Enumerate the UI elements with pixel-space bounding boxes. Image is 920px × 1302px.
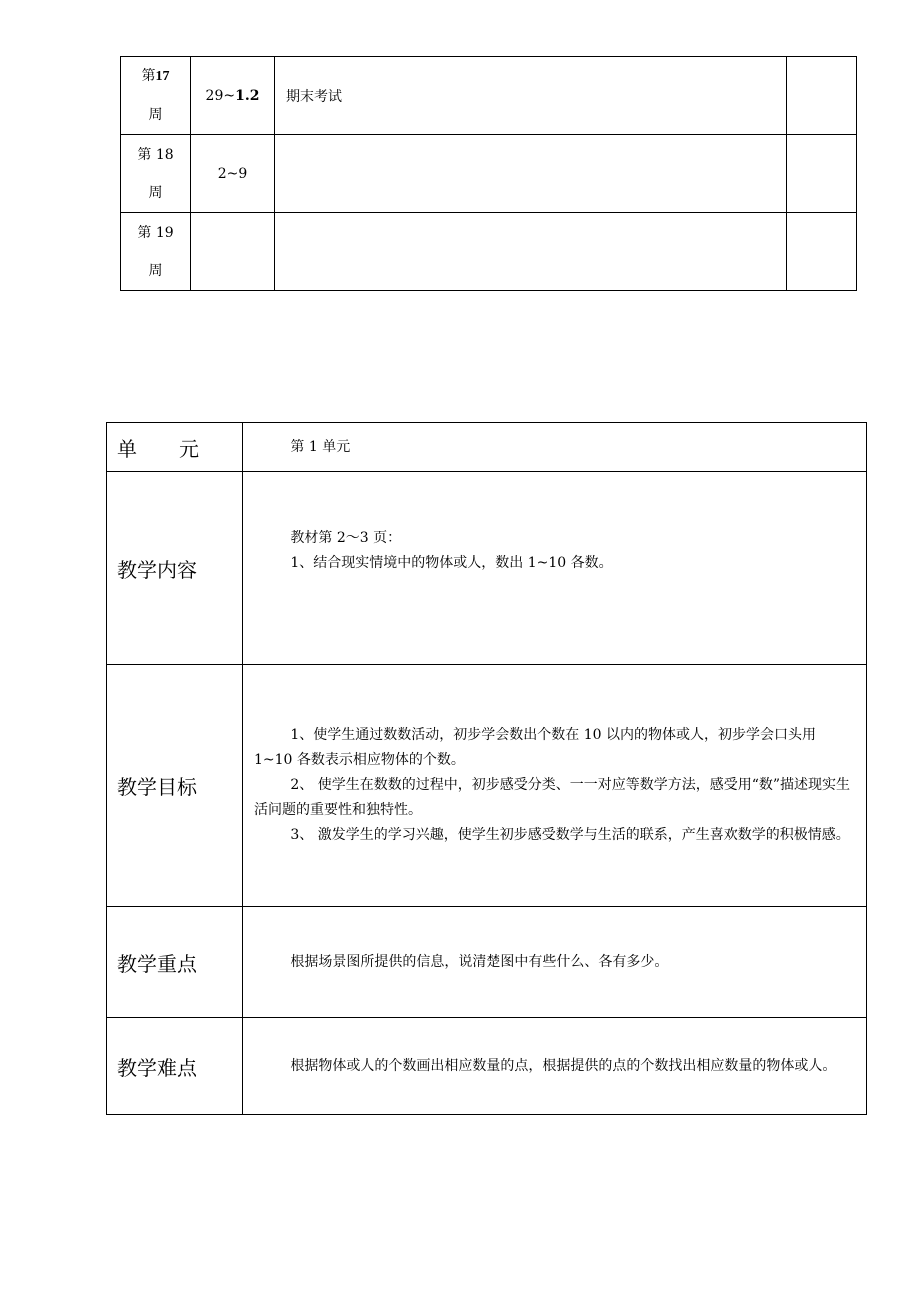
week-suffix: 周 bbox=[148, 262, 163, 279]
date-cell bbox=[191, 57, 275, 135]
schedule-row-week-19 bbox=[121, 213, 857, 291]
unit-value: 第 1 单元 bbox=[243, 423, 867, 472]
goal-paragraph: 3、 激发学生的学习兴趣，使学生初步感受数学与生活的联系，产生喜欢数学的积极情感。 bbox=[290, 827, 850, 843]
content-cell bbox=[275, 213, 787, 291]
content-cell bbox=[275, 135, 787, 213]
unit-label-char-1: 单 bbox=[117, 436, 137, 461]
goals-row bbox=[107, 665, 867, 907]
goal-paragraph: 1、使学生通过数数活动，初步学会数出个数在 10 以内的物体或人，初步学会口头用 1~10 各数表示相应物体的个数。 bbox=[254, 727, 817, 768]
week-number: 19 bbox=[155, 224, 174, 241]
goals-value bbox=[243, 665, 867, 907]
key-points-text: 根据场景图所提供的信息，说清楚图中有些什么、各有多少。 bbox=[290, 953, 669, 970]
key-points-row bbox=[107, 907, 867, 1018]
key-points-value bbox=[243, 907, 867, 1018]
content-line: 教材第 2～3 页： bbox=[290, 530, 402, 546]
goal-paragraph: 2、 使学生在数数的过程中，初步感受分类、一一对应等数学方法，感受用“数”描述现实生活问题的重要性和独特性。 bbox=[254, 777, 851, 818]
week-prefix: 第 bbox=[137, 146, 152, 163]
date-range-end: 1.2 bbox=[235, 87, 260, 104]
week-prefix: 第 bbox=[141, 68, 156, 84]
unit-label-char-2: 元 bbox=[179, 436, 199, 461]
week-number: 17 bbox=[155, 69, 170, 84]
content-row bbox=[107, 472, 867, 665]
key-points-label: 教学重点 bbox=[107, 907, 243, 1018]
schedule-table bbox=[120, 56, 857, 291]
goals-label: 教学目标 bbox=[107, 665, 243, 907]
note-cell bbox=[787, 57, 857, 135]
difficulties-row bbox=[107, 1018, 867, 1115]
week-suffix: 周 bbox=[148, 107, 163, 123]
note-cell bbox=[787, 213, 857, 291]
week-cell bbox=[121, 135, 191, 213]
content-cell: 期末考试 bbox=[275, 57, 787, 135]
content-label: 教学内容 bbox=[107, 472, 243, 665]
week-suffix: 周 bbox=[148, 184, 163, 201]
content-value bbox=[243, 472, 867, 665]
lesson-plan-table bbox=[106, 422, 867, 1115]
unit-label bbox=[107, 423, 243, 472]
week-cell bbox=[121, 57, 191, 135]
schedule-row-week-17 bbox=[121, 57, 857, 135]
difficulties-label: 教学难点 bbox=[107, 1018, 243, 1115]
date-cell: 2~9 bbox=[191, 135, 275, 213]
date-cell bbox=[191, 213, 275, 291]
unit-row bbox=[107, 423, 867, 472]
week-prefix: 第 bbox=[137, 224, 152, 241]
content-line: 1、结合现实情境中的物体或人，数出 1~10 各数。 bbox=[290, 555, 613, 571]
difficulties-text: 根据物体或人的个数画出相应数量的点，根据提供的点的个数找出相应数量的物体或人。 bbox=[290, 1057, 837, 1074]
week-number: 18 bbox=[155, 146, 174, 163]
note-cell bbox=[787, 135, 857, 213]
schedule-row-week-18 bbox=[121, 135, 857, 213]
date-range-start: 29~ bbox=[205, 87, 236, 104]
difficulties-value bbox=[243, 1018, 867, 1115]
week-cell bbox=[121, 213, 191, 291]
